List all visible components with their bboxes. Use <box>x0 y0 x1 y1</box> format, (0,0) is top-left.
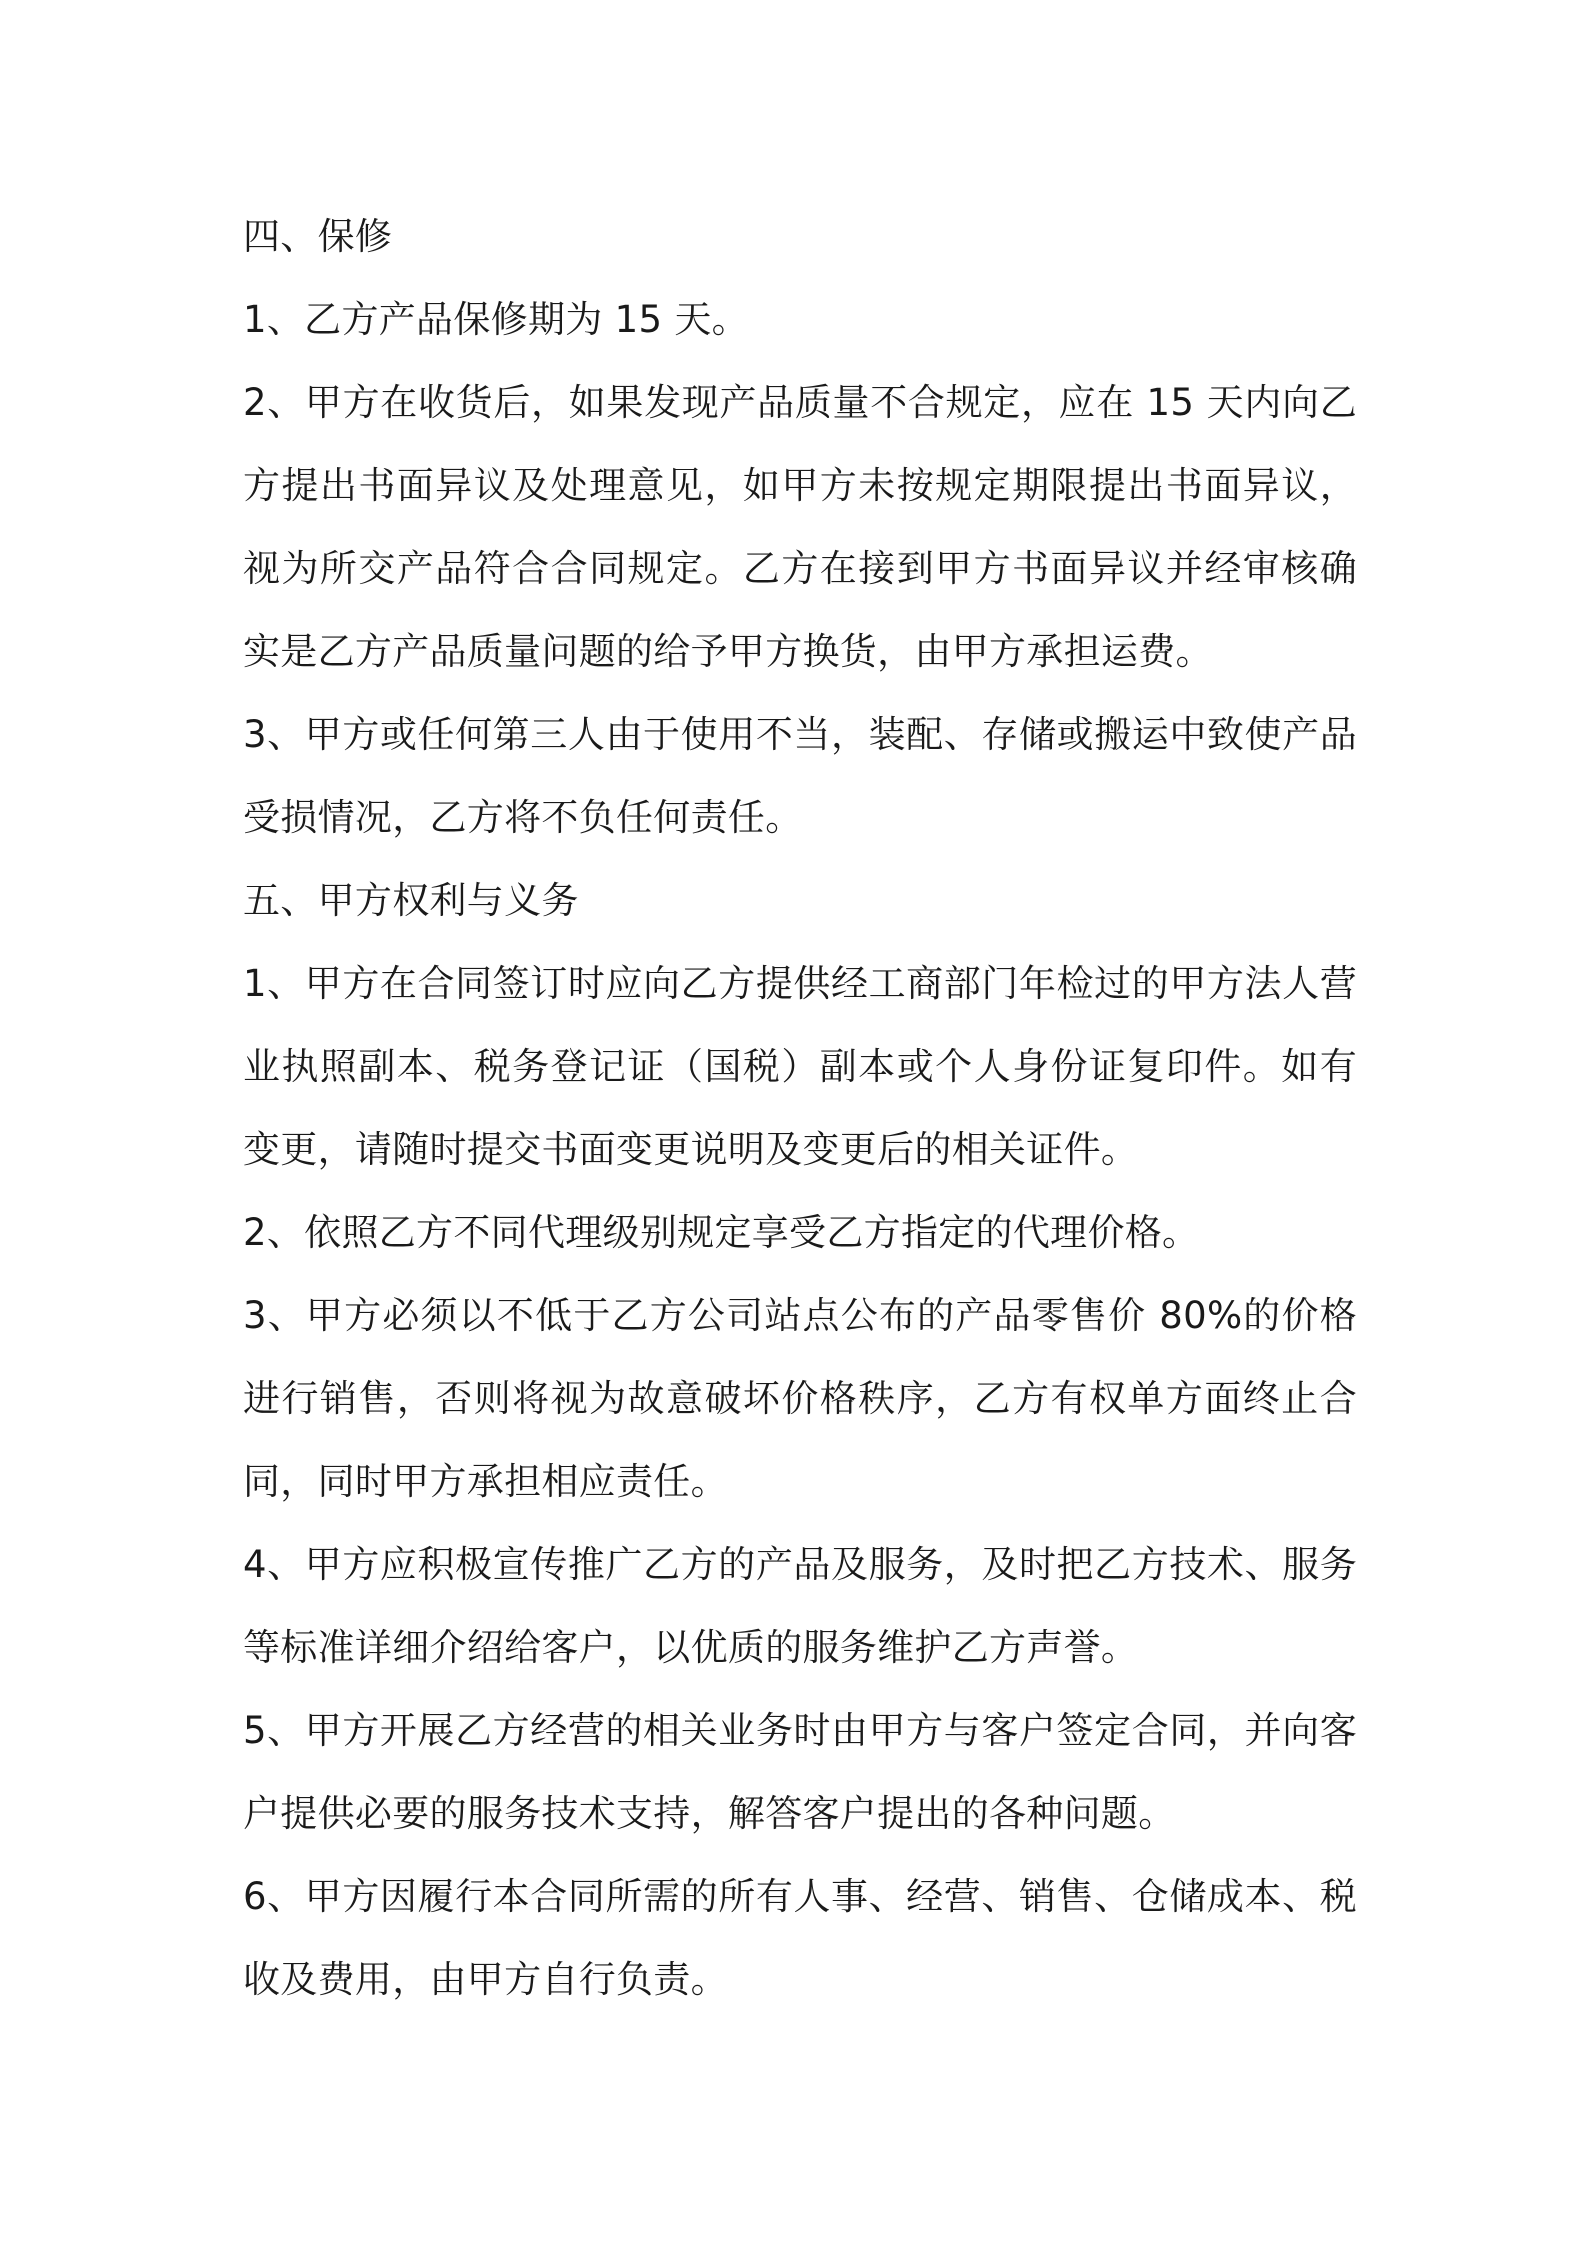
paragraph-rights-5: 5、甲方开展乙方经营的相关业务时由甲方与客户签定合同，并向客户提供必要的服务技术支持，解答客户提出的各种问题。 <box>243 1709 1357 1835</box>
section-heading-warranty: 四、保修 <box>243 215 393 258</box>
document-body <box>243 195 1357 2021</box>
section-heading-party-a-rights: 五、甲方权利与义务 <box>243 879 579 922</box>
paragraph-rights-6: 6、甲方因履行本合同所需的所有人事、经营、销售、仓储成本、税收及费用，由甲方自行负责。 <box>243 1875 1357 2001</box>
paragraph-rights-2: 2、依照乙方不同代理级别规定享受乙方指定的代理价格。 <box>243 1211 1200 1254</box>
paragraph-rights-3: 3、甲方必须以不低于乙方公司站点公布的产品零售价 80%的价格进行销售，否则将视为故意破坏价格秩序，乙方有权单方面终止合同，同时甲方承担相应责任。 <box>243 1294 1357 1503</box>
paragraph-warranty-2: 2、甲方在收货后，如果发现产品质量不合规定，应在 15 天内向乙方提出书面异议及处理意见，如甲方未按规定期限提出书面异议，视为所交产品符合合同规定。乙方在接到甲方书面异议并经审核确实是乙方产品质量问题的给予甲方换货，由甲方承担运费。 <box>243 381 1357 673</box>
paragraph-rights-1: 1、甲方在合同签订时应向乙方提供经工商部门年检过的甲方法人营业执照副本、税务登记证（国税）副本或个人身份证复印件。如有变更，请随时提交书面变更说明及变更后的相关证件。 <box>243 962 1357 1171</box>
paragraph-warranty-1: 1、乙方产品保修期为 15 天。 <box>243 298 749 341</box>
paragraph-rights-4: 4、甲方应积极宣传推广乙方的产品及服务，及时把乙方技术、服务等标准详细介绍给客户，以优质的服务维护乙方声誉。 <box>243 1543 1357 1669</box>
paragraph-warranty-3: 3、甲方或任何第三人由于使用不当，装配、存储或搬运中致使产品受损情况，乙方将不负任何责任。 <box>243 713 1357 839</box>
